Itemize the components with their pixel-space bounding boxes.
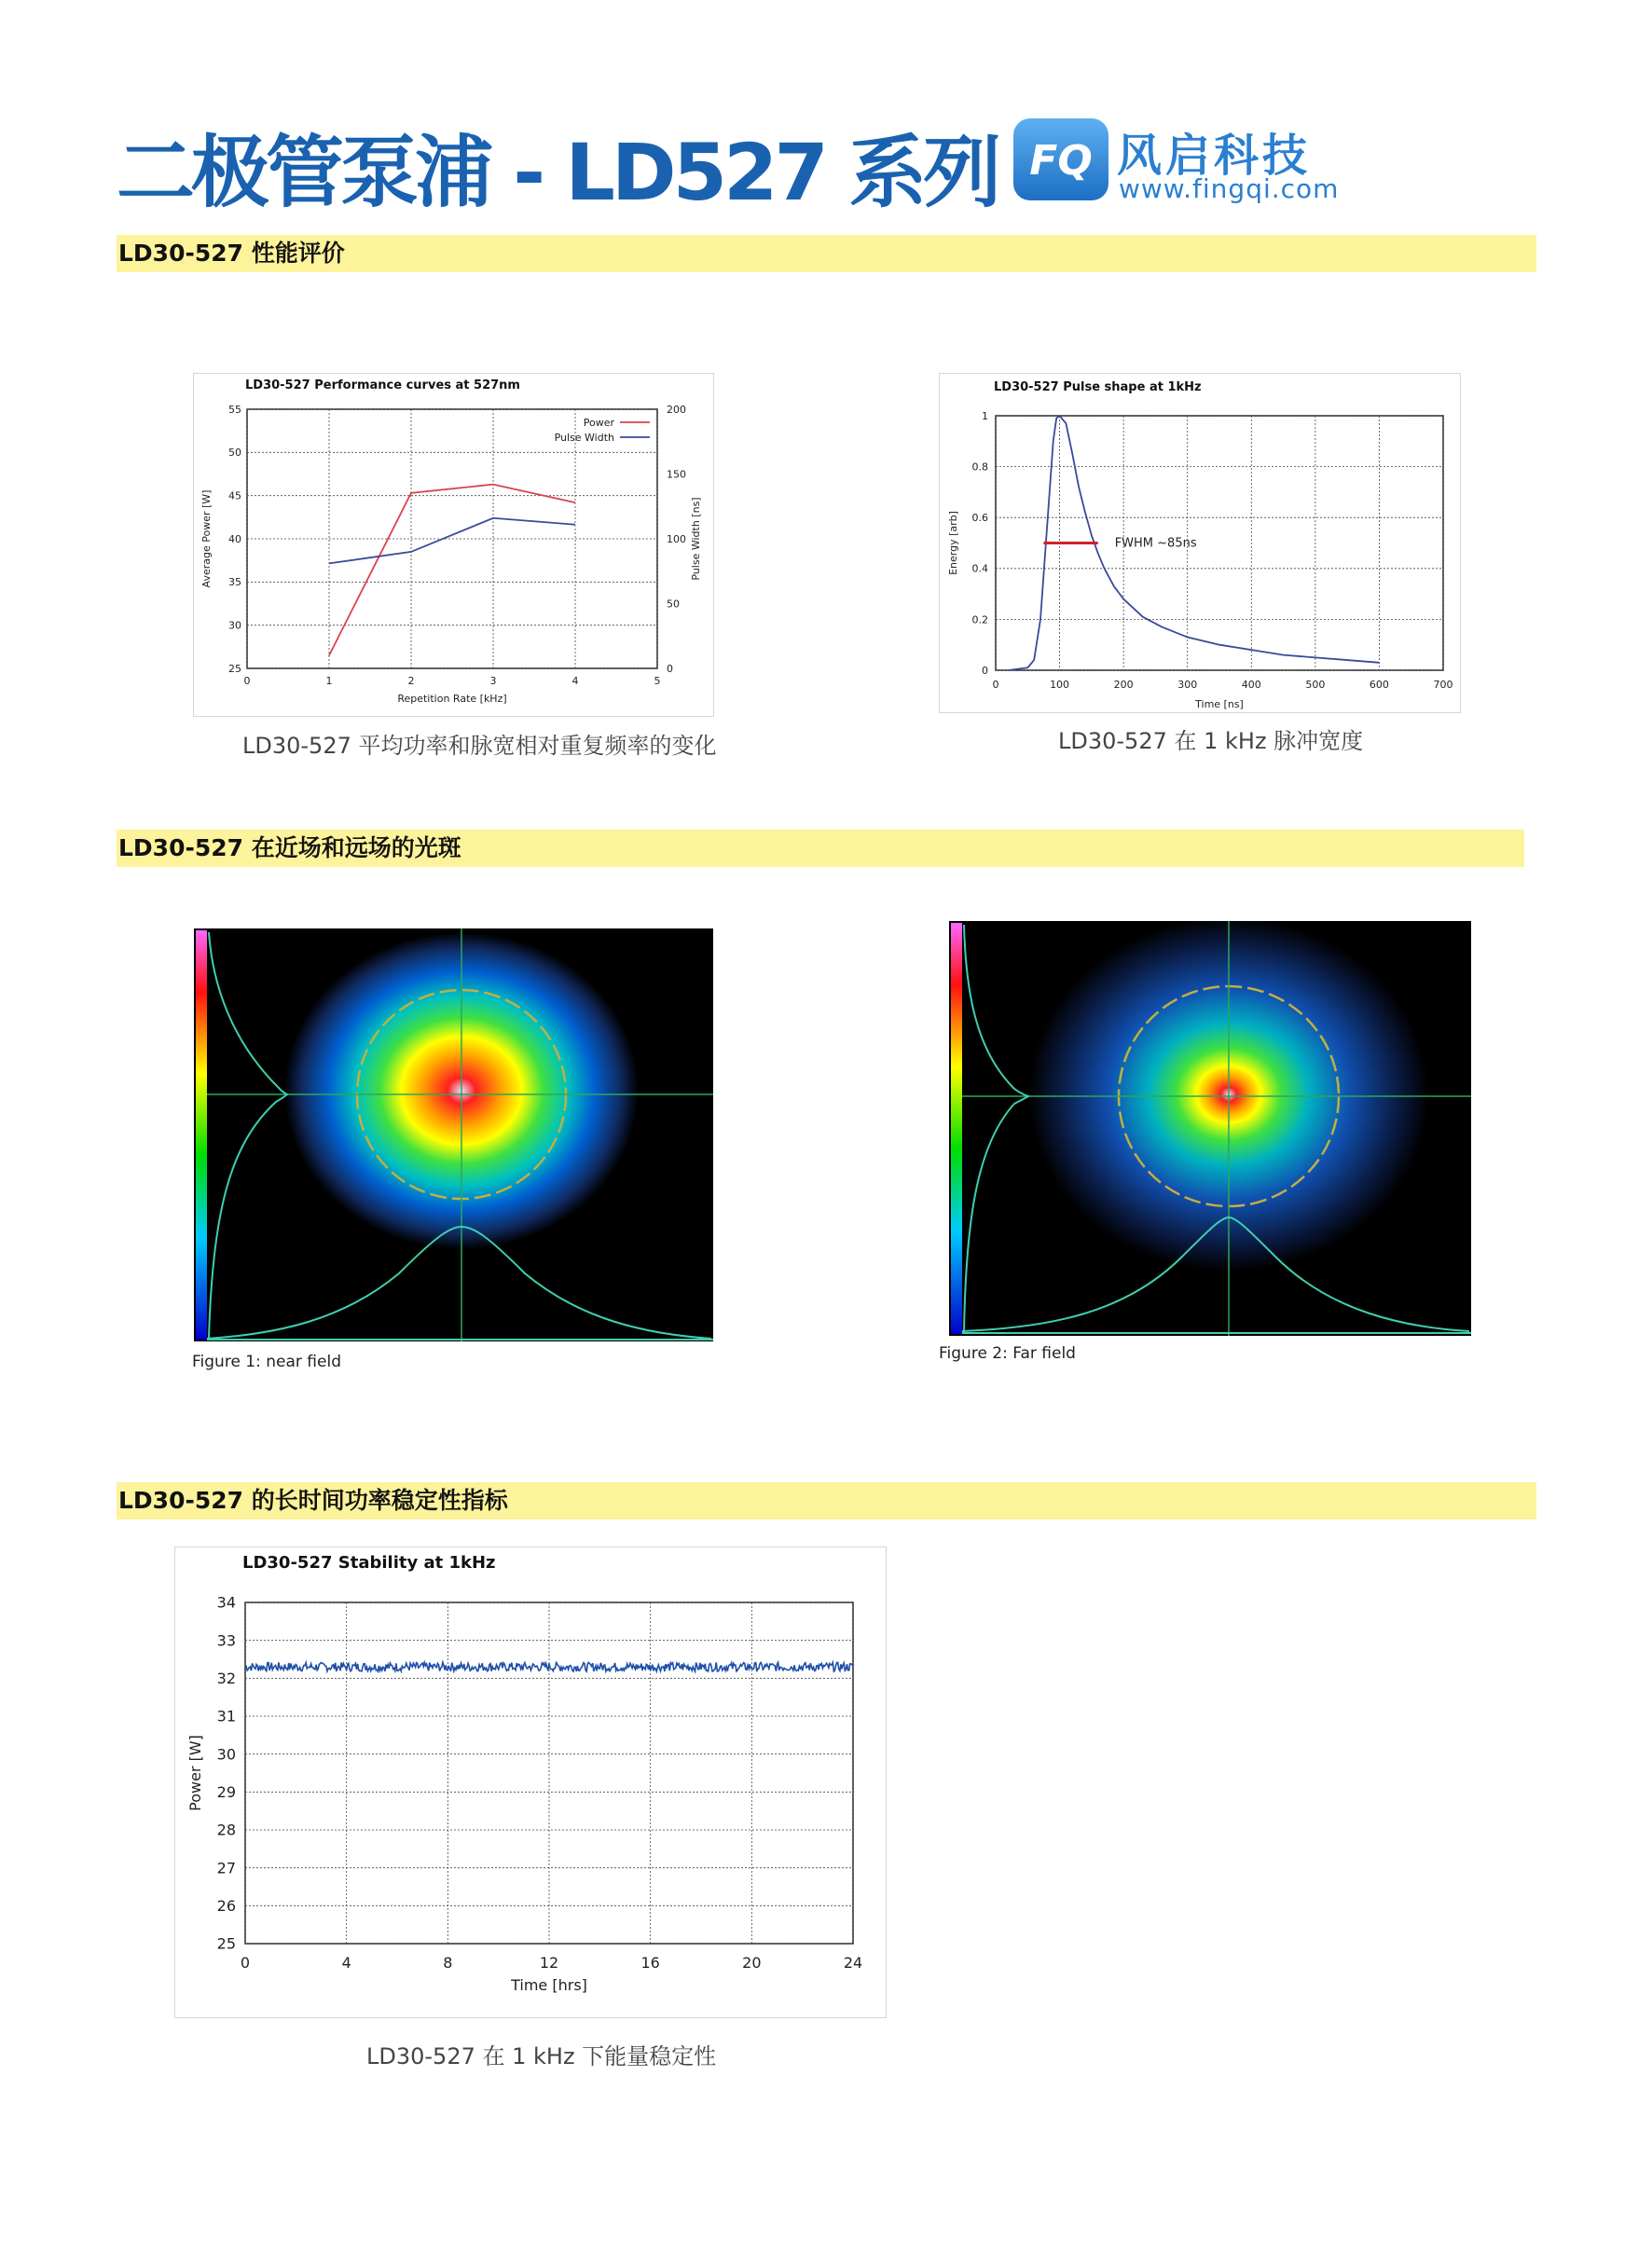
- y-tick-label: 0.8: [971, 461, 988, 474]
- y2-tick-label: 0: [667, 663, 673, 675]
- chart-title: LD30-527 Stability at 1kHz: [242, 1553, 496, 1573]
- series-line-pulse-width: [329, 518, 575, 564]
- y-tick-label: 29: [216, 1782, 236, 1801]
- y2-axis-label: Pulse Width [ns]: [690, 497, 702, 581]
- y-tick-label: 35: [228, 576, 241, 589]
- fwhm-annotation: FWHM ~85ns: [1114, 536, 1197, 551]
- x-axis-label: Time [hrs]: [511, 1976, 587, 1994]
- x-tick-label: 1: [325, 675, 333, 687]
- y-tick-label: 31: [216, 1707, 236, 1725]
- pulse-chart-frame: [939, 373, 1461, 713]
- x-tick-label: 24: [843, 1954, 863, 1972]
- y-axis-label: Average Power [W]: [200, 489, 213, 588]
- page-title: 二极管泵浦 - LD527 系列: [117, 127, 998, 218]
- x-tick-label: 4: [571, 675, 579, 687]
- performance-chart-frame: [193, 373, 714, 717]
- plot-area: [245, 1602, 853, 1944]
- y-tick-label: 55: [228, 403, 241, 416]
- x-tick-label: 400: [1241, 679, 1261, 691]
- x-tick-label: 3: [489, 675, 497, 687]
- y-tick-label: 40: [228, 532, 241, 545]
- y-tick-label: 28: [216, 1821, 236, 1839]
- y-tick-label: 0.6: [971, 512, 988, 525]
- y-tick-label: 45: [228, 489, 241, 502]
- series-line-power: [329, 485, 575, 655]
- chart-title: LD30-527 Pulse shape at 1kHz: [994, 380, 1202, 394]
- y-tick-label: 26: [216, 1896, 236, 1915]
- near-field-label: Figure 1: near field: [192, 1353, 341, 1371]
- legend-label: Pulse Width: [554, 432, 614, 444]
- x-tick-label: 200: [1113, 679, 1134, 691]
- far-field-label: Figure 2: Far field: [939, 1344, 1076, 1363]
- y-tick-label: 27: [216, 1859, 236, 1877]
- y2-tick-label: 50: [667, 598, 680, 611]
- x-tick-label: 12: [539, 1954, 559, 1972]
- y-tick-label: 32: [216, 1669, 236, 1687]
- brand-name: 风启科技: [1117, 130, 1312, 182]
- section-beam-profile: LD30-527 在近场和远场的光斑: [117, 830, 1524, 867]
- y-tick-label: 30: [216, 1745, 236, 1764]
- pulse-caption: LD30-527 在 1 kHz 脉冲宽度: [1058, 728, 1364, 754]
- legend-label: Power: [583, 417, 614, 429]
- performance-chart: [194, 374, 713, 716]
- x-axis-label: Repetition Rate [kHz]: [397, 693, 507, 705]
- x-tick-label: 100: [1050, 679, 1070, 691]
- x-tick-label: 5: [654, 675, 661, 687]
- y-tick-label: 25: [228, 662, 241, 675]
- y-tick-label: 50: [228, 447, 241, 460]
- stability-chart: [175, 1547, 886, 2017]
- stability-caption: LD30-527 在 1 kHz 下能量稳定性: [366, 2043, 717, 2069]
- y-axis-label: Energy [arb]: [947, 511, 959, 575]
- x-tick-label: 700: [1433, 679, 1453, 691]
- y2-tick-label: 200: [667, 404, 686, 416]
- y-tick-label: 0: [982, 664, 988, 677]
- pulse-shape-chart: [940, 374, 1460, 712]
- y-tick-label: 34: [216, 1593, 236, 1612]
- stability-chart-frame: [174, 1547, 887, 2018]
- y-tick-label: 0.2: [971, 613, 988, 626]
- x-tick-label: 20: [742, 1954, 762, 1972]
- x-tick-label: 2: [407, 675, 415, 687]
- brand-logo-icon: [1012, 117, 1110, 202]
- brand-url[interactable]: www.fingqi.com: [1119, 173, 1340, 204]
- section-performance: LD30-527 性能评价: [117, 235, 1536, 272]
- x-tick-label: 8: [443, 1954, 453, 1972]
- x-tick-label: 600: [1369, 679, 1389, 691]
- y-tick-label: 1: [982, 409, 988, 422]
- x-tick-label: 0: [992, 679, 999, 691]
- chart-title: LD30-527 Performance curves at 527nm: [245, 378, 520, 392]
- y-tick-label: 30: [228, 619, 241, 632]
- y-tick-label: 0.4: [971, 562, 988, 575]
- y2-tick-label: 150: [667, 468, 686, 481]
- x-axis-label: Time [ns]: [1195, 698, 1244, 710]
- far-field-beam-image: [949, 921, 1471, 1336]
- y-tick-label: 33: [216, 1631, 236, 1650]
- x-tick-label: 0: [243, 675, 251, 687]
- x-tick-label: 0: [240, 1954, 251, 1972]
- logo-mark: FQ: [1029, 137, 1093, 185]
- x-tick-label: 16: [640, 1954, 660, 1972]
- y2-tick-label: 100: [667, 533, 686, 545]
- x-tick-label: 300: [1177, 679, 1198, 691]
- y-tick-label: 25: [216, 1934, 236, 1953]
- section-stability: LD30-527 的长时间功率稳定性指标: [117, 1482, 1536, 1519]
- near-field-beam-image: [194, 928, 713, 1341]
- y-axis-label: Power [W]: [186, 1735, 204, 1811]
- x-tick-label: 4: [341, 1954, 351, 1972]
- performance-caption: LD30-527 平均功率和脉宽相对重复频率的变化: [242, 733, 717, 759]
- x-tick-label: 500: [1305, 679, 1326, 691]
